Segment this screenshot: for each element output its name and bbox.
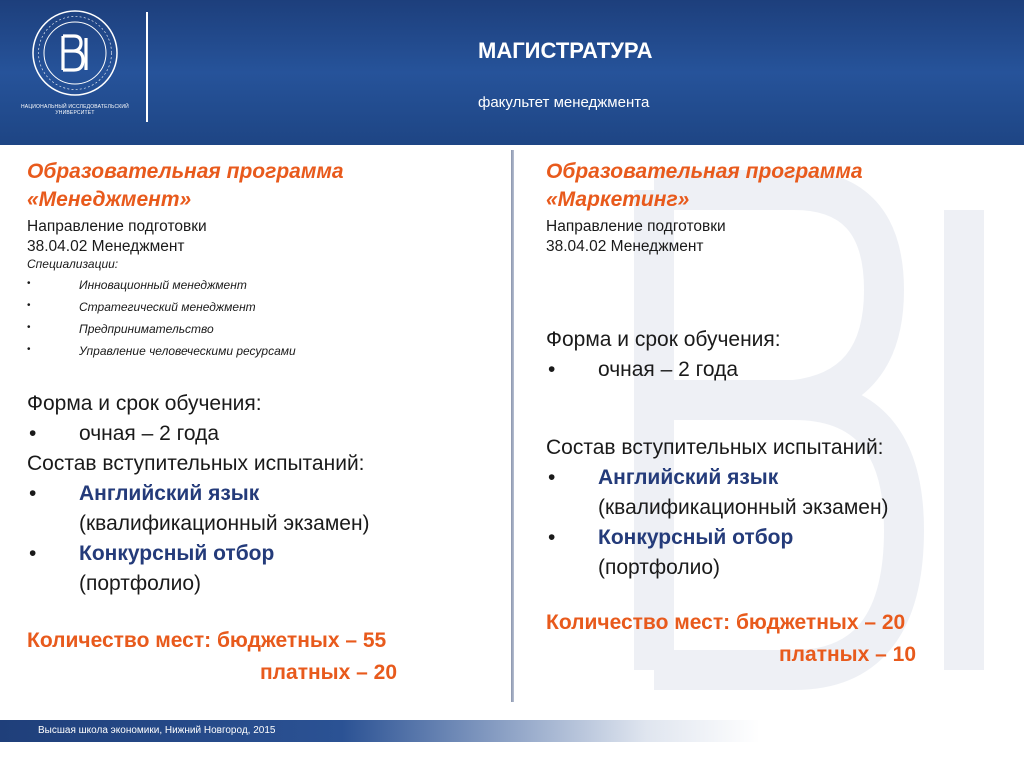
bullet-icon: • <box>29 542 37 565</box>
form-heading: Форма и срок обучения: <box>546 328 781 351</box>
bullet-icon: • <box>29 422 37 445</box>
program-title-line1: Образовательная программа <box>546 160 863 183</box>
header-band <box>0 0 1024 145</box>
exam-item <box>27 479 502 539</box>
form-item <box>27 419 502 449</box>
header-divider <box>146 12 148 122</box>
footer-bar <box>0 720 760 742</box>
list-item: • Управление человеческими ресурсами <box>27 343 502 365</box>
exam-description: (квалификационный экзамен) <box>79 512 370 535</box>
exam-item <box>546 463 1006 523</box>
direction-label: Направление подготовки <box>27 218 207 235</box>
bullet-icon: • <box>29 482 37 505</box>
logo-caption <box>20 104 130 116</box>
program-title-line2: «Менеджмент» <box>27 188 192 211</box>
logo-caption-line1: НАЦИОНАЛЬНЫЙ ИССЛЕДОВАТЕЛЬСКИЙ <box>21 104 129 110</box>
seats-paid: платных – 10 <box>779 643 916 666</box>
exam-description: (портфолио) <box>598 556 721 579</box>
exams-heading: Состав вступительных испытаний: <box>546 436 884 459</box>
list-item: • Предпринимательство <box>27 321 502 343</box>
exam-name: Английский язык <box>598 466 779 489</box>
program-marketing <box>546 158 1006 671</box>
exam-description: (квалификационный экзамен) <box>598 496 889 519</box>
footer-text: Высшая школа экономики, Нижний Новгород, 2015 <box>38 725 276 736</box>
seats-paid: платных – 20 <box>260 661 397 684</box>
list-item: • Инновационный менеджмент <box>27 277 502 299</box>
hse-emblem-icon <box>30 8 120 98</box>
list-item: • Стратегический менеджмент <box>27 299 502 321</box>
bullet-icon: • <box>548 526 556 549</box>
logo-caption-line2: УНИВЕРСИТЕТ <box>55 110 95 116</box>
seats-budget: Количество мест: бюджетных – 20 <box>546 611 906 634</box>
exam-item <box>546 523 1006 583</box>
exams-heading: Состав вступительных испытаний: <box>27 452 365 475</box>
exam-name: Конкурсный отбор <box>598 526 794 549</box>
program-title-line2: «Маркетинг» <box>546 188 690 211</box>
exam-item <box>27 539 502 599</box>
exam-name: Конкурсный отбор <box>79 542 275 565</box>
specializations-list <box>27 277 502 365</box>
form-heading: Форма и срок обучения: <box>27 392 262 415</box>
seats-budget: Количество мест: бюджетных – 55 <box>27 629 387 652</box>
form-item <box>546 355 1006 385</box>
direction-label: Направление подготовки <box>546 218 726 235</box>
column-divider <box>511 150 514 702</box>
seats-info <box>27 625 502 689</box>
direction-value: 38.04.02 Менеджмент <box>546 238 704 255</box>
exam-description: (портфолио) <box>79 572 202 595</box>
exam-name: Английский язык <box>79 482 260 505</box>
program-title-line1: Образовательная программа <box>27 160 344 183</box>
program-management <box>27 158 502 689</box>
page-title: МАГИСТРАТУРА <box>478 38 653 63</box>
page-subtitle: факультет менеджмента <box>478 94 650 111</box>
program-title <box>27 158 502 214</box>
bullet-icon: • <box>548 466 556 489</box>
seats-info <box>546 607 1006 671</box>
form-item-text: очная – 2 года <box>79 422 220 445</box>
direction-value: 38.04.02 Менеджмент <box>27 238 185 255</box>
bullet-icon: • <box>548 358 556 381</box>
specializations-label: Специализации: <box>27 257 119 271</box>
form-item-text: очная – 2 года <box>598 358 739 381</box>
program-title <box>546 158 1006 214</box>
